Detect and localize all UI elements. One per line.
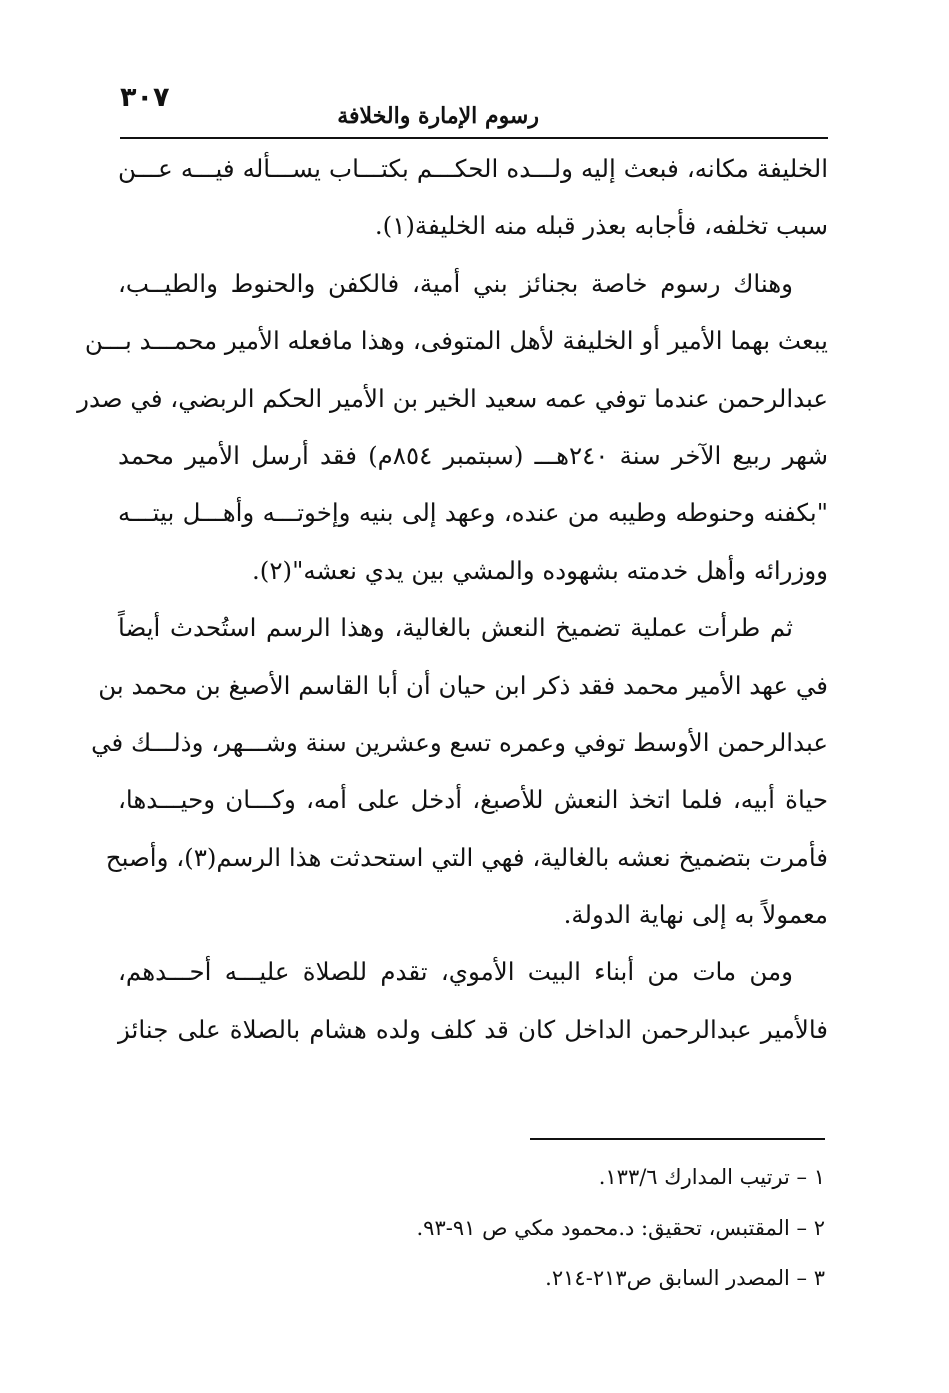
running-title: رسوم الإمارة والخلافة bbox=[337, 103, 539, 129]
header-rule bbox=[120, 137, 828, 139]
text-line: عبدالرحمن الأوسط توفي وعمره تسع وعشرين سنة وشـــهر، وذلـــك في bbox=[91, 727, 828, 757]
footnote-2: ٢ – المقتبس، تحقيق: د.محمود مكي ص ٩١-٩٣. bbox=[416, 1215, 825, 1240]
text-line: الخليفة مكانه، فبعث إليه ولـــده الحكـــم بكتـــاب يســـأله فيـــه عـــن bbox=[118, 154, 828, 183]
body-text bbox=[77, 140, 828, 1058]
text-line: معمولاً به إلى نهاية الدولة. bbox=[563, 900, 828, 930]
text-line: ووزرائه وأهل خدمته بشهوده والمشي بين يدي نعشه"(٢). bbox=[252, 555, 828, 585]
footnote-1: ١ – ترتيب المدارك ١٣٣/٦. bbox=[598, 1165, 825, 1189]
page-number: ٣٠٧ bbox=[120, 82, 170, 113]
paragraph-4 bbox=[118, 943, 828, 1058]
text-line: فالأمير عبدالرحمن الداخل كان قد كلف ولده هشام بالصلاة على جنائز bbox=[118, 1014, 828, 1044]
text-line: سبب تخلفه، فأجابه بعذر قبله منه الخليفة(١). bbox=[374, 211, 828, 241]
text-line: وهناك رسوم خاصة بجنائز بني أمية، فالكفن والحنوط والطيــب، bbox=[118, 268, 793, 298]
text-line: ومن مات من أبناء البيت الأموي، تقدم للصلاة عليـــه أحـــدهم، bbox=[118, 957, 793, 987]
text-line: فأمرت بتضميخ نعشه بالغالية، فهي التي استحدثت هذا الرسم(٣)، وأصبح bbox=[105, 842, 828, 872]
text-line: في عهد الأمير محمد فقد ذكر ابن حيان أن أبا القاسم الأصبغ بن محمد بن bbox=[98, 670, 828, 700]
text-line: "بكفنه وحنوطه وطيبه من عنده، وعهد إلى بنيه وإخوتـــه وأهـــل بيتـــه bbox=[118, 498, 828, 528]
text-line: ثم طرأت عملية تضميخ النعش بالغالية، وهذا الرسم استُحدث أيضاً bbox=[118, 613, 793, 643]
text-line: شهر ربيع الآخر سنة ٢٤٠هـــ (سبتمبر ٨٥٤م) فقد أرسل الأمير محمد bbox=[118, 440, 828, 470]
text-line: عبدالرحمن عندما توفي عمه سعيد الخير بن الأمير الحكم الربضي، في صدر bbox=[77, 383, 828, 413]
text-line: حياة أبيه، فلما اتخذ النعش للأصبغ، أدخل على أمه، وكـــان وحيـــدها، bbox=[118, 785, 828, 815]
footnote-rule bbox=[530, 1138, 825, 1140]
footnotes bbox=[225, 1152, 825, 1304]
paragraph-1 bbox=[118, 140, 828, 255]
paragraph-3 bbox=[91, 599, 828, 943]
text-line: يبعث بهما الأمير أو الخليفة لأهل المتوفى، وهذا مافعله الأمير محمـــد بـــن bbox=[84, 326, 828, 356]
paragraph-2 bbox=[77, 255, 828, 599]
footnote-3: ٣ – المصدر السابق ص٢١٣-٢١٤. bbox=[545, 1266, 825, 1290]
